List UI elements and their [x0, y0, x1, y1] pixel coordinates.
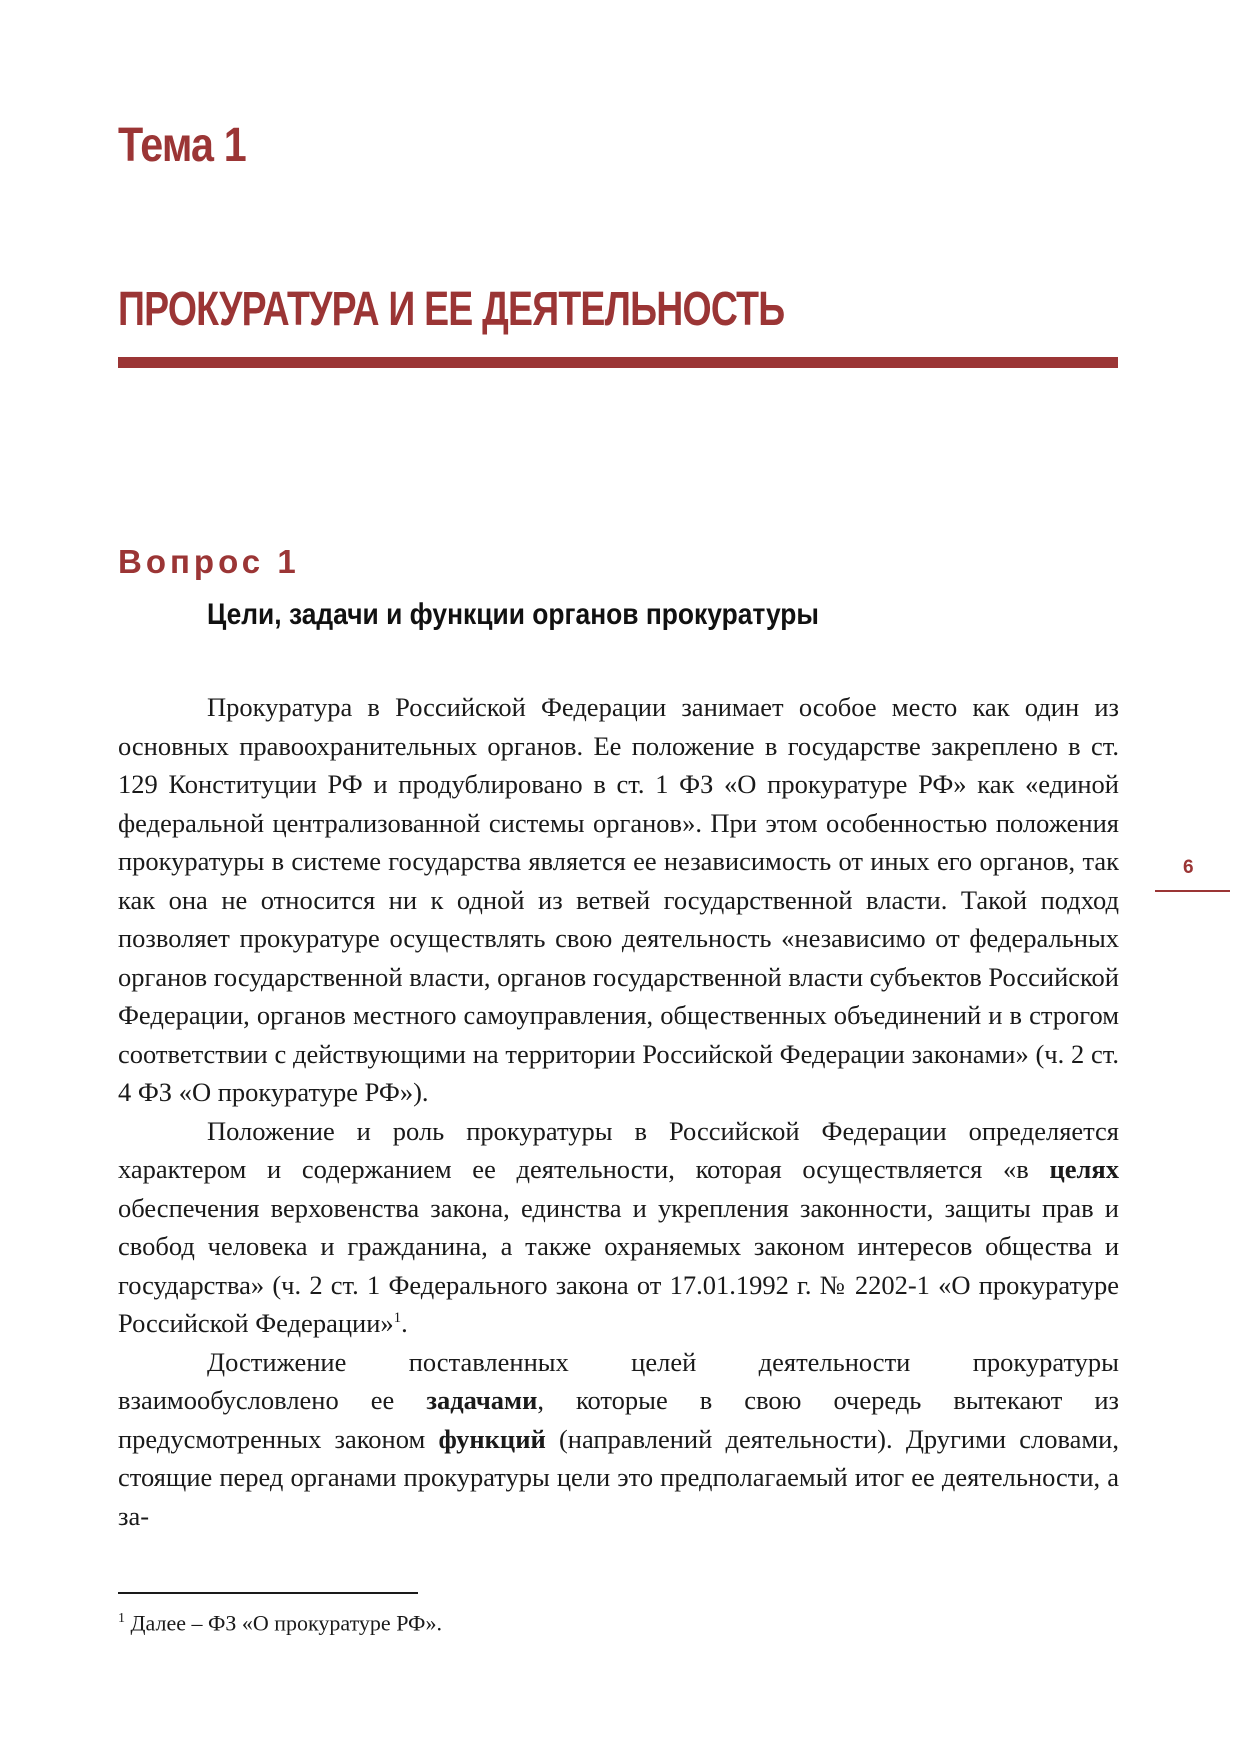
- paragraph-3-text-a: Достижение поставленных целей деятельности прокуратуры взаимообусловлено ее: [118, 1346, 1119, 1415]
- question-title: Цели, задачи и функции органов прокуратуры: [207, 598, 819, 631]
- footnote-text: Далее – ФЗ «О прокуратуре РФ».: [125, 1610, 442, 1636]
- page-number: 6: [1183, 857, 1194, 878]
- footnote-reference[interactable]: 1: [393, 1310, 402, 1327]
- paragraph-3-text-b: , которые в свою очередь вытекают из предусмотренных законом: [118, 1385, 1119, 1454]
- paragraph-3-bold-term-2: функций: [438, 1423, 546, 1454]
- paragraph-1: Прокуратура в Российской Федерации занимает особое место как один из основных правоохранительных органов. Ее положение в государстве закреплено в ст. 129 Конституции РФ и продублировано в ст. 1 ФЗ «О прокуратуре РФ» как «единой федеральной централизованной системы органов». При этом особенностью положения прокуратуры в системе государства является ее независимость от иных его органов, так как она не относится ни к одной из ветвей государственной власти. Такой подход позволяет прокуратуре осуществлять свою деятельность «независимо от федеральных органов государственной власти, органов государственной власти субъектов Российской Федерации, органов местного самоуправления, общественных объединений и в строгом соответствии с действующими на территории Российской Федерации законами» (ч. 2 ст. 4 ФЗ «О прокуратуре РФ»).: [118, 692, 1119, 1107]
- chapter-title: ПРОКУРАТУРА И ЕЕ ДЕЯТЕЛЬНОСТЬ: [118, 283, 785, 336]
- paragraph-2-text-end: .: [401, 1308, 408, 1338]
- paragraph-2-text-a: Положение и роль прокуратуры в Российской Федерации определяется характером и содержанием ее деятельности, которая осуществляется «в: [118, 1115, 1119, 1184]
- paragraph-2-text-b: обеспечения верховенства закона, единства и укрепления законности, защиты прав и свобод человека и гражданина, а также охраняемых законом интересов общества и государства» (ч. 2 ст. 1 Федерального закона от 17.01.1992 г. № 2202-1 «О прокуратуре Российской Федерации»: [118, 1192, 1119, 1338]
- page-number-underline: [1155, 890, 1230, 892]
- body-text: [118, 688, 1119, 1535]
- chapter-title-underline: [118, 357, 1118, 368]
- paragraph-3-bold-term-1: задачами: [426, 1385, 538, 1415]
- footnote-marker: 1: [118, 1611, 125, 1626]
- paragraph-2-bold-term: целях: [1049, 1154, 1119, 1184]
- question-label: Вопрос 1: [118, 543, 300, 580]
- paragraph-3-text-c: (направлений деятельности). Другими словами, стоящие перед органами прокуратуры цели это предполагаемый итог ее деятельности, а за-: [118, 1423, 1119, 1531]
- paragraph-2: [118, 1112, 1119, 1343]
- topic-label: Тема 1: [118, 119, 246, 172]
- paragraph-3: [118, 1343, 1119, 1536]
- footnote: [118, 1604, 442, 1638]
- footnote-separator: [118, 1592, 418, 1594]
